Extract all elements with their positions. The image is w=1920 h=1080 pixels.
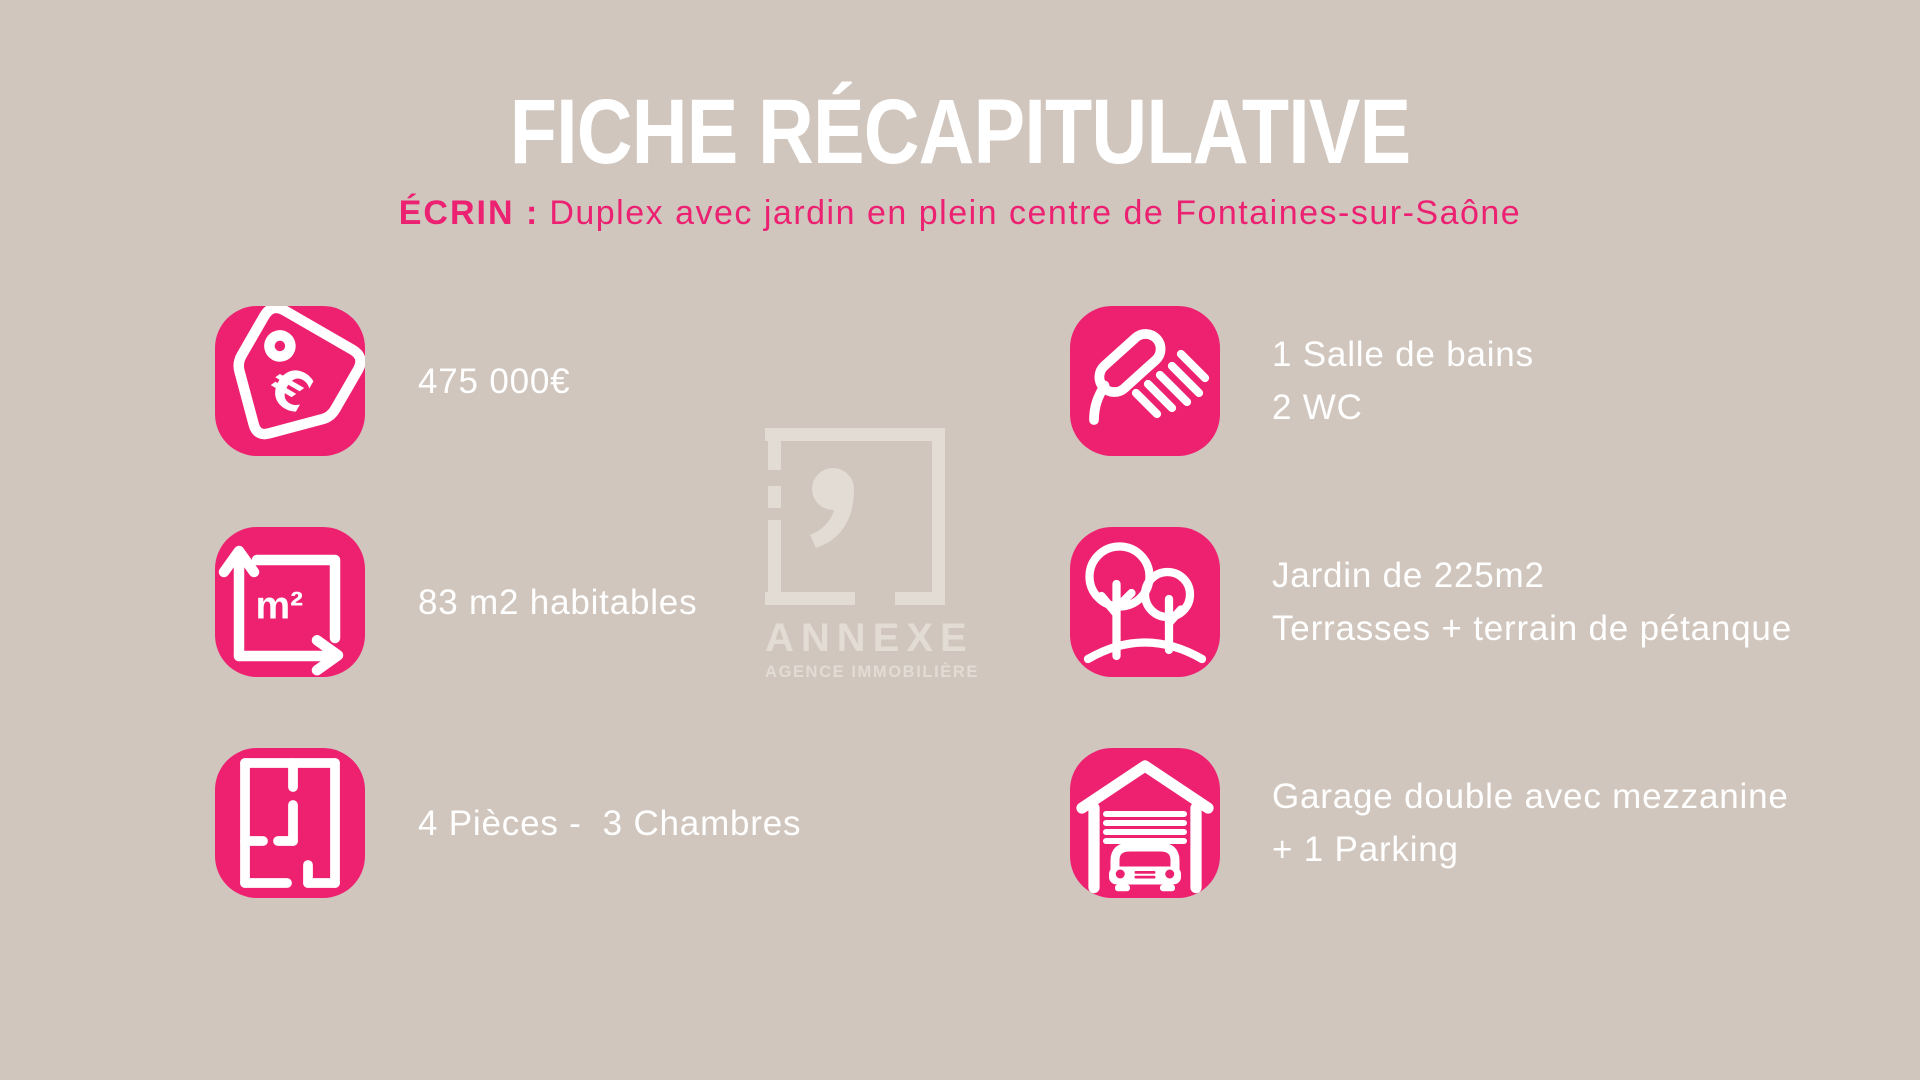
garden-extra: Terrasses + terrain de pétanque	[1272, 609, 1792, 648]
feature-area-text	[418, 527, 697, 677]
svg-text:€: €	[258, 353, 323, 427]
price-value: 475 000€	[418, 361, 571, 401]
rooms-value: 4 Pièces - 3 Chambres	[418, 803, 802, 843]
feature-garage-text	[1272, 748, 1789, 898]
feature-price-text	[418, 306, 570, 456]
garage-icon	[1070, 748, 1220, 898]
feature-rooms-text	[418, 748, 801, 898]
property-subtitle	[0, 194, 1920, 233]
svg-text:m²: m²	[255, 584, 304, 628]
area-icon	[215, 527, 365, 677]
parking-value: + 1 Parking	[1272, 830, 1459, 869]
wc-value: 2 WC	[1272, 388, 1363, 427]
agency-logo-icon	[765, 428, 949, 608]
shower-icon	[1070, 306, 1220, 456]
garden-icon	[1070, 527, 1220, 677]
price-tag-icon	[215, 306, 365, 456]
area-value: 83 m2 habitables	[418, 582, 698, 622]
agency-watermark	[765, 428, 979, 682]
agency-name: ANNEXE	[765, 616, 974, 660]
property-name: ÉCRIN :	[398, 194, 540, 232]
page-title: FICHE RÉCAPITULATIVE	[509, 81, 1411, 183]
agency-tagline: AGENCE IMMOBILIÈRE	[765, 663, 979, 681]
feature-garden-text	[1272, 527, 1792, 677]
feature-bathrooms-text	[1272, 306, 1534, 456]
property-description: Duplex avec jardin en plein centre de Fontaines-sur-Saône	[549, 194, 1522, 232]
bathrooms-value: 1 Salle de bains	[1272, 335, 1534, 374]
garden-value: Jardin de 225m2	[1272, 556, 1545, 595]
garage-value: Garage double avec mezzanine	[1272, 777, 1789, 816]
floorplan-icon	[215, 748, 365, 898]
